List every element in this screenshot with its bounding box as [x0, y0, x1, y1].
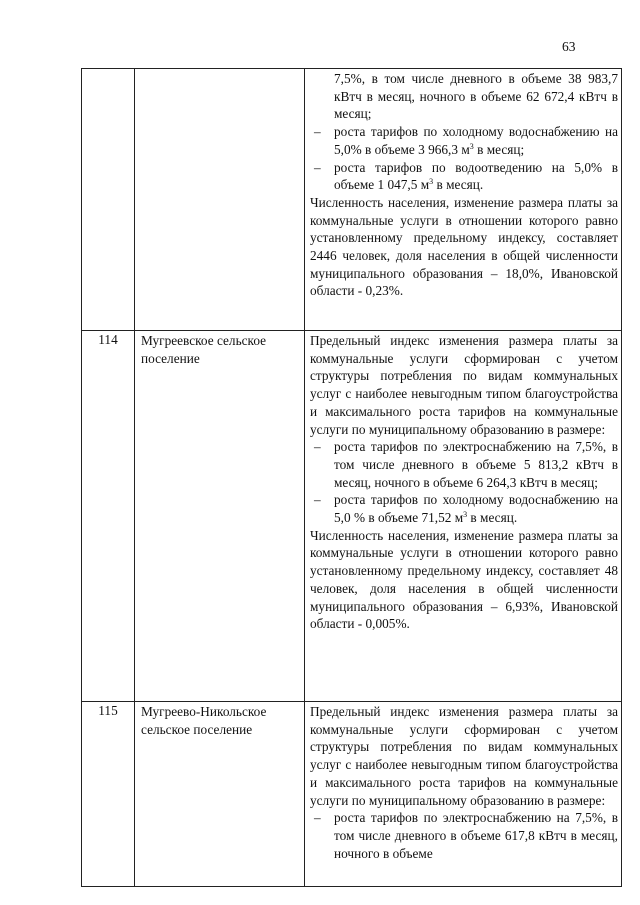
list-item: [310, 809, 618, 862]
superscript: 3: [469, 141, 474, 151]
table-row: [82, 702, 622, 887]
municipality-cell: Мугреевское сельское поселение: [135, 331, 305, 702]
dash-marker: –: [314, 159, 321, 175]
list-item-text: роста тарифов по электроснабжению на 7,5%, в том числе дневного в объеме 617,8 кВтч в месяц, ночного в объеме: [334, 810, 618, 861]
intro-paragraph: Предельный индекс изменения размера платы за коммунальные услуги сформирован с учетом структуры потребления по видам коммунальных услуг с наиболее невыгодным типом благоустройства и максимального роста тарифов на коммунальные услуги по муниципальному образованию в размере:: [310, 333, 618, 437]
list-item-text: роста тарифов по электроснабжению на 7,5%, в том числе дневного в объеме 5 813,2 кВтч в месяц, ночного в объеме 6 264,3 кВтч в месяц;: [334, 439, 618, 490]
dash-marker: –: [314, 439, 321, 455]
list-item-tail: в месяц.: [467, 510, 518, 526]
intro-paragraph: Предельный индекс изменения размера платы за коммунальные услуги сформирован с учетом структуры потребления по видам коммунальных услуг с наиболее невыгодным типом благоустройства и максимального роста тарифов на коммунальные услуги по муниципальному образованию в размере:: [310, 704, 618, 808]
list-item: [310, 123, 618, 158]
row-number-cell: [82, 69, 135, 331]
list-item-tail: в месяц;: [473, 141, 525, 157]
table-row: [82, 69, 622, 331]
list-item: [310, 491, 618, 526]
row-number-cell: 114: [82, 331, 135, 702]
list-item: [310, 159, 618, 194]
row-number-cell: 115: [82, 702, 135, 887]
list-item: [310, 438, 618, 491]
list-item-text: роста тарифов по водоотведению на 5,0% в объеме 1 047,5 м: [334, 159, 618, 193]
continued-text: 7,5%, в том числе дневного в объеме 38 983,7 кВтч в месяц, ночного в объеме 62 672,4 кВтч в месяц;: [334, 71, 618, 122]
list-item-tail: в месяц.: [433, 177, 484, 193]
municipality-cell: [135, 69, 305, 331]
list-item-text: роста тарифов по холодному водоснабжению на 5,0 % в объеме 71,52 м: [334, 492, 618, 526]
dash-marker: –: [314, 124, 321, 140]
superscript: 3: [429, 177, 434, 187]
page-number: 63: [562, 39, 576, 54]
list-item-text: роста тарифов по холодному водоснабжению на 5,0% в объеме 3 966,3 м: [334, 124, 618, 157]
description-cell: [305, 331, 622, 702]
population-paragraph: Численность населения, изменение размера платы за коммунальные услуги в отношении которого равно установленному предельному индексу, составляет 2446 человек, доля населения в общей численности муниципального образования – 18,0%, Ивановской области - 0,23%.: [310, 194, 618, 299]
table-row: [82, 331, 622, 702]
municipality-cell: Мугреево-Никольское сельское поселение: [135, 702, 305, 887]
description-cell: [305, 702, 622, 887]
population-paragraph: Численность населения, изменение размера платы за коммунальные услуги в отношении которого равно установленному предельному индексу, составляет 48 человек, доля населения в общей численности муниципального образования – 6,93%, Ивановской области - 0,005%.: [310, 527, 618, 632]
superscript: 3: [463, 510, 468, 520]
dash-marker: –: [314, 492, 321, 508]
dash-marker: –: [314, 810, 321, 826]
description-cell: [305, 69, 622, 331]
municipal-index-table: [81, 68, 622, 887]
